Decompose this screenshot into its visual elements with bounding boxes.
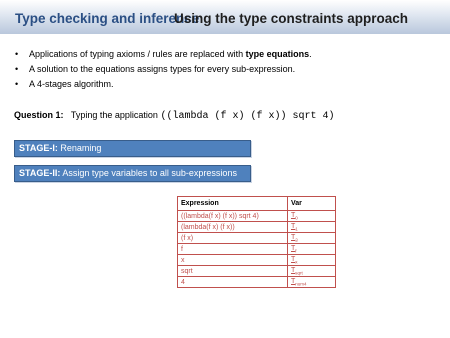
expression-cell: 4 <box>178 277 288 288</box>
header-expression: Expression <box>178 197 288 211</box>
table-row <box>178 222 336 233</box>
bullet-text: A 4-stages algorithm. <box>29 79 114 89</box>
title-subtitle: Using the type constraints approach <box>174 11 409 26</box>
var-cell: $T_{sqrt}$ <box>288 266 336 277</box>
table-row <box>178 266 336 277</box>
question-code: ((lambda (f x) (f x)) sqrt 4) <box>160 111 335 122</box>
type-variable-table <box>177 196 336 288</box>
var-cell: $T_x$ <box>288 255 336 266</box>
table-header-row <box>178 197 336 211</box>
expression-cell: (f x) <box>178 233 288 244</box>
bullet-text: Applications of typing axioms / rules are replaced with <box>29 49 246 59</box>
question-line <box>14 110 334 122</box>
question-text: Typing the application <box>70 110 158 120</box>
stage-2-text: Assign type variables to all sub-expressions <box>62 168 237 178</box>
var-cell: $T_0$ <box>288 211 336 222</box>
stage-2-label: STAGE-II: <box>19 168 61 178</box>
expression-cell: (lambda(f x) (f x)) <box>178 222 288 233</box>
bullet-icon: • <box>15 64 19 74</box>
title-topic: Type checking and inference <box>15 11 200 26</box>
stage-1-text: Renaming <box>60 143 102 153</box>
bullet-bold-text: type equations <box>245 49 310 59</box>
table-row <box>178 233 336 244</box>
table-row <box>178 244 336 255</box>
bullet-item <box>14 47 312 62</box>
var-cell: $T_{num4}$ <box>288 277 336 288</box>
var-cell: $T_1$ <box>288 222 336 233</box>
table-row <box>178 255 336 266</box>
title-bar <box>0 0 450 34</box>
bullet-item <box>14 77 312 92</box>
stage-1-box <box>14 140 251 157</box>
table-row <box>178 277 336 288</box>
bullet-icon: • <box>15 79 19 89</box>
header-var: Var <box>288 197 336 211</box>
var-cell: $T_2$ <box>288 233 336 244</box>
var-cell: $T_f$ <box>288 244 336 255</box>
stage-1-label: STAGE-I: <box>19 143 58 153</box>
bullet-list <box>14 47 312 92</box>
expression-cell: x <box>178 255 288 266</box>
table-row <box>178 211 336 222</box>
bullet-item <box>14 62 312 77</box>
bullet-text: A solution to the equations assigns types for every sub-expression. <box>29 64 296 74</box>
bullet-icon: • <box>15 49 19 59</box>
stage-2-box <box>14 165 251 182</box>
expression-cell: f <box>178 244 288 255</box>
expression-cell: sqrt <box>178 266 288 277</box>
expression-cell: ((lambda(f x) (f x)) sqrt 4) <box>178 211 288 222</box>
question-label: Question 1: <box>14 110 64 120</box>
bullet-text-end: . <box>309 49 312 59</box>
